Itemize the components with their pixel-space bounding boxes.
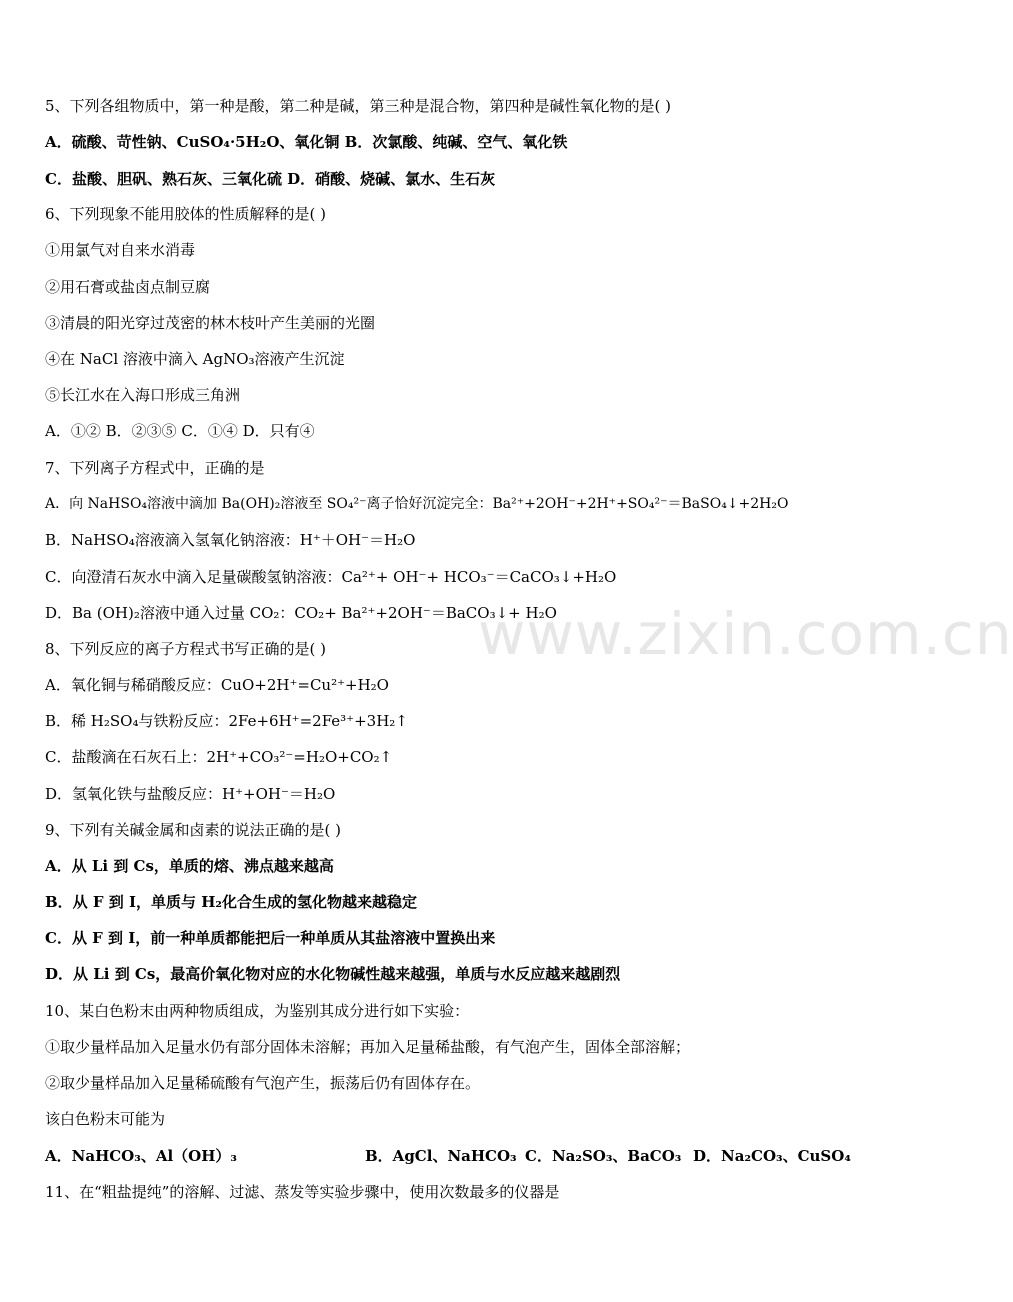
q7-option-d: D．Ba (OH)₂溶液中通入过量 CO₂：CO₂+ Ba²⁺+2OH⁻＝BaCO₃↓+ H₂O xyxy=(45,604,557,622)
q9-option-a: A．从 Li 到 Cs，单质的熔、沸点越来越高 xyxy=(45,857,334,875)
q10-question: 该白色粉末可能为 xyxy=(45,1110,166,1128)
q8-option-b: B．稀 H₂SO₄与铁粉反应：2Fe+6H⁺=2Fe³⁺+3H₂↑ xyxy=(45,712,408,730)
q6-item-4: ④在 NaCl 溶液中滴入 AgNO₃溶液产生沉淀 xyxy=(45,350,345,368)
q7-option-c: C．向澄清石灰水中滴入足量碳酸氢钠溶液：Ca²⁺+ OH⁻+ HCO₃⁻＝CaCO₃↓+H₂O xyxy=(45,568,617,586)
q7-stem: 7、下列离子方程式中，正确的是 xyxy=(45,459,265,477)
q10-item-2: ②取少量样品加入足量稀硫酸有气泡产生，振荡后仍有固体存在。 xyxy=(45,1074,481,1092)
watermark: www.zixin.com.cn xyxy=(478,600,1013,668)
q10-option-c: C．Na₂SO₃、BaCO₃ xyxy=(525,1147,682,1165)
q9-option-c: C．从 F 到 I，前一种单质都能把后一种单质从其盐溶液中置换出来 xyxy=(45,929,496,947)
q11-stem: 11、在“粗盐提纯”的溶解、过滤、蒸发等实验步骤中，使用次数最多的仪器是 xyxy=(45,1183,560,1201)
q6-stem: 6、下列现象不能用胶体的性质解释的是( ) xyxy=(45,205,327,223)
q10-option-d: D．Na₂CO₃、CuSO₄ xyxy=(693,1147,851,1165)
q5-stem: 5、下列各组物质中，第一种是酸，第二种是碱，第三种是混合物，第四种是碱性氧化物的是( ) xyxy=(45,97,672,115)
q7-option-a: A．向 NaHSO₄溶液中滴加 Ba(OH)₂溶液至 SO₄²⁻离子恰好沉淀完全：Ba²⁺+2OH⁻+2H⁺+SO₄²⁻＝BaSO₄↓+2H₂O xyxy=(45,496,789,512)
q8-option-d: D．氢氧化铁与盐酸反应：H⁺+OH⁻＝H₂O xyxy=(45,785,336,803)
q6-item-5: ⑤长江水在入海口形成三角洲 xyxy=(45,386,241,404)
q6-options: A．①② B．②③⑤ C．①④ D．只有④ xyxy=(45,422,315,440)
q9-option-d: D．从 Li 到 Cs，最高价氧化物对应的水化物碱性越来越强，单质与水反应越来越剧烈 xyxy=(45,965,621,983)
q10-stem: 10、某白色粉末由两种物质组成，为鉴别其成分进行如下实验： xyxy=(45,1002,470,1020)
q10-item-1: ①取少量样品加入足量水仍有部分固体未溶解；再加入足量稀盐酸，有气泡产生，固体全部溶解； xyxy=(45,1038,691,1056)
q8-stem: 8、下列反应的离子方程式书写正确的是( ) xyxy=(45,640,327,658)
q5-options-ab: A．硫酸、苛性钠、CuSO₄·5H₂O、氧化铜 B．次氯酸、纯碱、空气、氧化铁 xyxy=(45,133,568,151)
q8-option-c: C．盐酸滴在石灰石上：2H⁺+CO₃²⁻=H₂O+CO₂↑ xyxy=(45,748,393,766)
q9-stem: 9、下列有关碱金属和卤素的说法正确的是( ) xyxy=(45,821,342,839)
q10-option-a: A．NaHCO₃、Al（OH）₃ xyxy=(45,1147,237,1165)
q9-option-b: B．从 F 到 I，单质与 H₂化合生成的氢化物越来越稳定 xyxy=(45,893,417,911)
q5-options-cd: C．盐酸、胆矾、熟石灰、三氧化硫 D．硝酸、烧碱、氯水、生石灰 xyxy=(45,170,496,188)
q6-item-3: ③清晨的阳光穿过茂密的林木枝叶产生美丽的光圈 xyxy=(45,314,376,332)
q7-option-b: B．NaHSO₄溶液滴入氢氧化钠溶液：H⁺＋OH⁻＝H₂O xyxy=(45,531,416,549)
q10-option-b: B．AgCl、NaHCO₃ xyxy=(365,1147,517,1165)
q6-item-2: ②用石膏或盐卤点制豆腐 xyxy=(45,278,211,296)
q8-option-a: A．氧化铜与稀硝酸反应：CuO+2H⁺=Cu²⁺+H₂O xyxy=(45,676,389,694)
q6-item-1: ①用氯气对自来水消毒 xyxy=(45,241,196,259)
